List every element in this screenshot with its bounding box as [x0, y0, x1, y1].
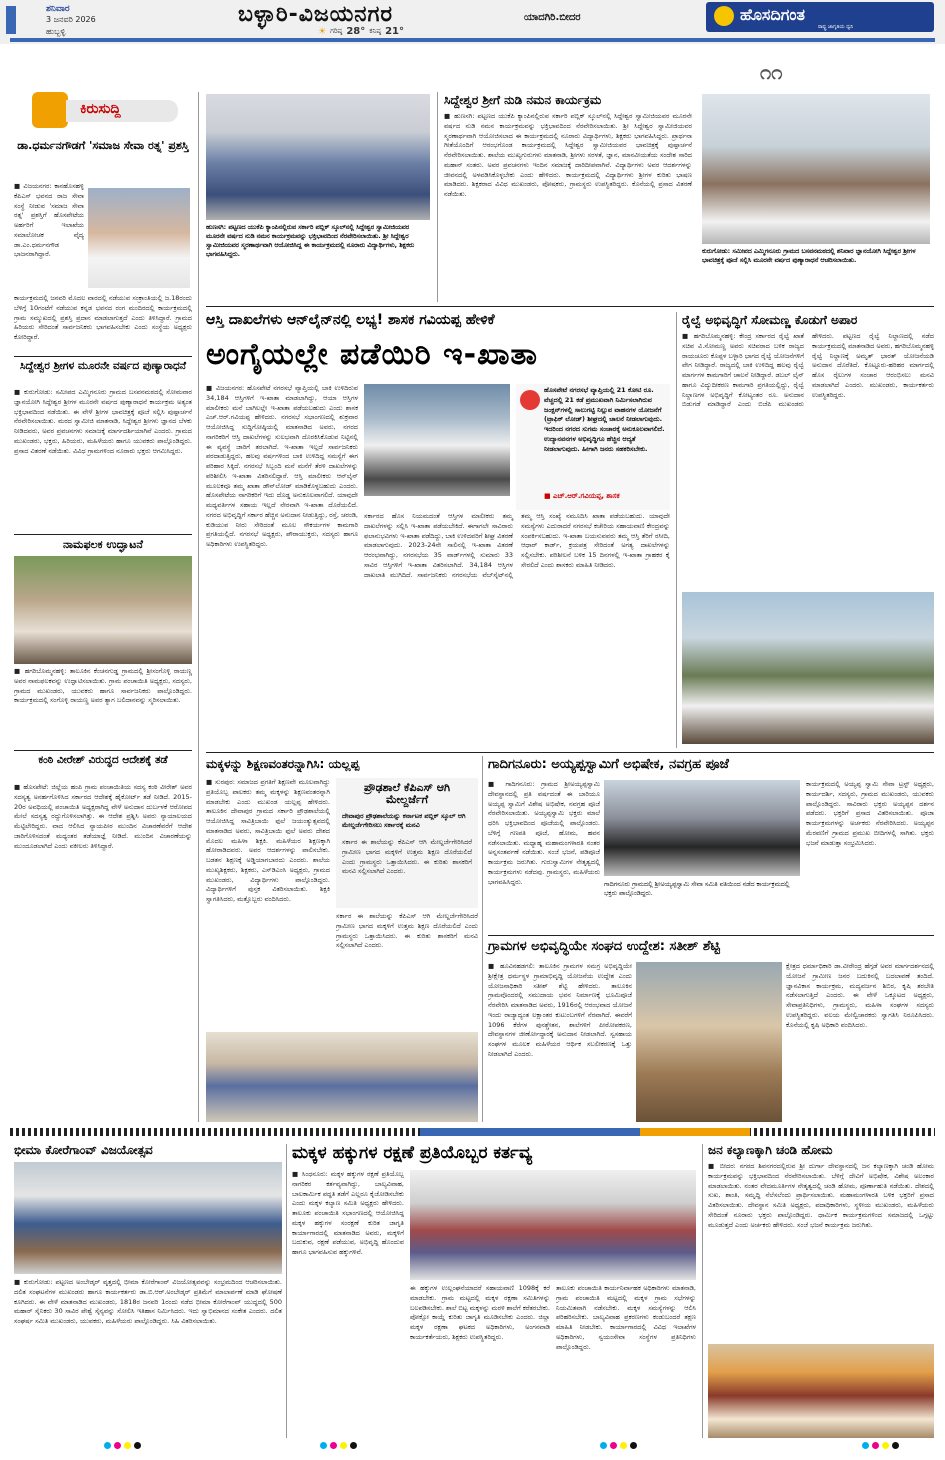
- bhima-photo: [14, 1162, 282, 1274]
- headline-nudi-namana: ಸಿದ್ದೇಶ್ವರ ಶ್ರೀಗೆ ನುಡಿ ನಮನ ಕಾರ್ಯಕ್ರಮ: [444, 93, 602, 107]
- headline-sangha: ಗ್ರಾಮಗಳ ಅಭಿವೃದ್ಧಿಯೇ ಸಂಘದ ಉದ್ದೇಶ: ಸತೀಶ್ ಶೆಟ್ಟಿ: [488, 939, 720, 954]
- body-nudi-namana: ■ ಹುಣಸಗಿ: ಪಟ್ಟಣದ ಯುಕೆಪಿ ಕ್ಯಾಂಪಿನಲ್ಲಿರುವ ಸರ್ಕಾರಿ ಪಬ್ಲಿಕ್ ಸ್ಕೂಲ್‌ನಲ್ಲಿ ಸಿದ್ದೇಶ್ವರ ಸ್ವಾಮೀಜಿಯವರ ಮೂರನೇ ವರ್ಷದ ನುಡಿ ನಮನ ಕಾರ್ಯಕ್ರಮವನ್ನು ಭಕ್ತಿಭಾವದಿಂದ ನೆರವೇರಿಸಲಾಯಿತು. ಶ್ರೀ ಸಿದ್ದೇಶ್ವರ ಸ್ವಾಮೀಜಿಯವರ ಸ್ಮರಣಾರ್ಥವಾಗಿ ಆಯೋಜಿಸಲಾದ ಈ ಕಾರ್ಯಕ್ರಮದಲ್ಲಿ ನೂರಾರು ವಿದ್ಯಾರ್ಥಿಗಳು, ಶಿಕ್ಷಕರು ಭಾಗವಹಿಸಿದ್ದರು. ಪ್ರಾರ್ಥನಾ ಗೀತೆಯೊಂದಿಗೆ ಆರಂಭಗೊಂಡ ಕಾರ್ಯಕ್ರಮದಲ್ಲಿ ಸಿದ್ದೇಶ್ವರ ಸ್ವಾಮೀಜಿಯವರ ಭಾವಚಿತ್ರಕ್ಕೆ ಪುಷ್ಪಾರ್ಚನೆ ನೆರವೇರಿಸಲಾಯಿತು. ಶಾಲೆಯ ಮುಖ್ಯಗುರುಗಳು ಮಾತನಾಡಿ, ಶ್ರೀಗಳು ಸರಳತೆ, ಜ್ಞಾನ, ಮಾನವೀಯತೆಯ ಸಂದೇಶ ಸಾರಿದ ಮಹಾನ್ ಸಂತರು. ಅವರ ಪ್ರವಚನಗಳು ಇಂದಿನ ಸಮಾಜಕ್ಕೆ ದಾರಿದೀಪವಾಗಿವೆ. ವಿದ್ಯಾರ್ಥಿಗಳು ಅವರ ಆದರ್ಶಗಳನ್ನು ಜೀವನದಲ್ಲಿ ಅಳವಡಿಸಿಕೊಳ್ಳಬೇಕು ಎಂದು ಹೇಳಿದರು. ಕಾರ್ಯಕ್ರಮದಲ್ಲಿ ವಿದ್ಯಾರ್ಥಿಗಳು ಶ್ರೀಗಳ ಕುರಿತು ಭಾಷಣ ಮಾಡಿದರು. ಶಿಕ್ಷಕರಾದ ವಿವಿಧ ಮುಖಂಡರು, ಪೋಷಕರು, ಗ್ರಾಮಸ್ಥರು ಉಪಸ್ಥಿತರಿದ್ದರು. ಕೊನೆಯಲ್ಲಿ ಪ್ರಸಾದ ವಿತರಣೆ ನಡೆಯಿತು.: [444, 112, 692, 198]
- weather: ☀ ಗರಿಷ್ಠ 28° ಕನಿಷ್ಠ 21°: [318, 26, 404, 37]
- body-yallappa: ■ ಸುರಪುರ: ಸಮಾಜದ ಪ್ರಗತಿಗೆ ಶಿಕ್ಷಣವೇ ಮೂಲವಾಗಿದ್ದು ಪ್ರತಿಯೊಬ್ಬ ಪಾಲಕರು ತಮ್ಮ ಮಕ್ಕಳನ್ನು ಶಿಕ್ಷಣವಂತರನ್ನಾಗಿ ಮಾಡಬೇಕು ಎಂದು ಮುಖಂಡ ಯಲ್ಲಪ್ಪ ಹೇಳಿದರು. ತಾಲೂಕಿನ ದೇವಾಪುರ ಗ್ರಾಮದ ಸರ್ಕಾರಿ ಪ್ರೌಢಶಾಲೆಯಲ್ಲಿ ಆಯೋಜಿಸಿದ್ದ ಸಾವಿತ್ರಿಬಾಯಿ ಫುಲೆ ಜಯಂತ್ಯುತ್ಸವದಲ್ಲಿ ಮಾತನಾಡಿದ ಅವರು, ಸಾವಿತ್ರಿಬಾಯಿ ಫುಲೆ ಅವರು ದೇಶದ ಮೊದಲ ಮಹಿಳಾ ಶಿಕ್ಷಕಿ. ಮಹಿಳೆಯರ ಶಿಕ್ಷಣಕ್ಕಾಗಿ ಹೋರಾಡಿದವರು. ಅವರ ಆದರ್ಶಗಳನ್ನು ಪಾಲಿಸಬೇಕು. ಬಡತನ ಶಿಕ್ಷಣಕ್ಕೆ ಅಡ್ಡಿಯಾಗಬಾರದು ಎಂದರು. ಶಾಲೆಯ ಮುಖ್ಯಶಿಕ್ಷಕರು, ಶಿಕ್ಷಕರು, ಎಸ್‌ಡಿಎಂಸಿ ಅಧ್ಯಕ್ಷರು, ಗ್ರಾಮದ ಮುಖಂಡರು, ವಿದ್ಯಾರ್ಥಿಗಳು ಪಾಲ್ಗೊಂಡಿದ್ದರು. ವಿದ್ಯಾರ್ಥಿಗಳಿಗೆ ಪುಸ್ತಕ ವಿತರಿಸಲಾಯಿತು. ಶಿಕ್ಷಕಿ ಸ್ವಾಗತಿಸಿದರು, ಮತ್ತೊಬ್ಬರು ವಂದಿಸಿದರು.: [206, 778, 330, 903]
- body-bhima: ■ ಕುರುಗೋಡು: ಪಟ್ಟಣದ ಅಂಬೇಡ್ಕರ್ ವೃತ್ತದಲ್ಲಿ ಭೀಮಾ ಕೋರೆಗಾಂವ್ ವಿಜಯೋತ್ಸವವನ್ನು ಸಂಭ್ರಮದಿಂದ ಆಚರಿಸಲಾಯಿತು. ದಲಿತ ಸಂಘಟನೆಗಳ ಮುಖಂಡರು ಹಾಗೂ ಕಾರ್ಯಕರ್ತರು ಡಾ.ಬಿ.ಆರ್.ಅಂಬೇಡ್ಕರ್ ಪ್ರತಿಮೆಗೆ ಮಾಲಾರ್ಪಣೆ ಮಾಡಿ ಘೋಷಣೆ ಕೂಗಿದರು. ಈ ವೇಳೆ ಮಾತನಾಡಿದ ಮುಖಂಡರು, 1818ರ ಜನವರಿ 1ರಂದು ನಡೆದ ಭೀಮಾ ಕೋರೆಗಾಂವ್ ಯುದ್ಧದಲ್ಲಿ 500 ಮಹಾರ್ ಸೈನಿಕರು 30 ಸಾವಿರ ಪೇಶ್ವೆ ಸೈನ್ಯವನ್ನು ಸೋಲಿಸಿ ಇತಿಹಾಸ ನಿರ್ಮಿಸಿದರು. ಇದು ಸ್ವಾಭಿಮಾನದ ಸಂಕೇತ ಎಂದರು. ದಲಿತ ಸಂಘರ್ಷ ಸಮಿತಿ ಮುಖಂಡರು, ಯುವಕರು, ಮಹಿಳೆಯರು ಪಾಲ್ಗೊಂಡಿದ್ದರು. ಸಿಹಿ ವಿತರಿಸಲಾಯಿತು.: [14, 1278, 282, 1325]
- railway-photo: [682, 592, 934, 744]
- weather-max: 28°: [346, 26, 366, 37]
- logo-emblem-icon: [714, 6, 734, 26]
- body-sangha: ■ ಹೂವಿನಹಡಗಲಿ: ತಾಲೂಕಿನ ಗ್ರಾಮಗಳ ಸಮಗ್ರ ಅಭಿವೃದ್ಧಿಯೇ ಶ್ರೀಕ್ಷೇತ್ರ ಧರ್ಮಸ್ಥಳ ಗ್ರಾಮಾಭಿವೃದ್ಧಿ ಯೋಜನೆಯ ಉದ್ದೇಶ ಎಂದು ಯೋಜನಾಧಿಕಾರಿ ಸತೀಶ್ ಶೆಟ್ಟಿ ಹೇಳಿದರು. ತಾಲೂಕಿನ ಗ್ರಾಮವೊಂದರಲ್ಲಿ ಸಮುದಾಯ ಭವನ ನಿರ್ಮಾಣಕ್ಕೆ ಭೂಮಿಪೂಜೆ ನೆರವೇರಿಸಿ ಮಾತನಾಡಿದ ಅವರು, 1916ರಲ್ಲಿ ಆರಂಭವಾದ ಯೋಜನೆ ಇಂದು ರಾಜ್ಯಾದ್ಯಂತ ಲಕ್ಷಾಂತರ ಕುಟುಂಬಗಳಿಗೆ ನೆರವಾಗಿದೆ. ಈವರೆಗೆ 1096 ಕೆರೆಗಳ ಪುನಶ್ಚೇತನ, ಶಾಲೆಗಳಿಗೆ ಪೀಠೋಪಕರಣ, ದೇವಸ್ಥಾನಗಳ ಜೀರ್ಣೋದ್ಧಾರಕ್ಕೆ ಅನುದಾನ ನೀಡಲಾಗಿದೆ. ಸ್ವಸಹಾಯ ಸಂಘಗಳ ಮೂಲಕ ಮಹಿಳೆಯರ ಆರ್ಥಿಕ ಸಬಲೀಕರಣಕ್ಕೆ ಒತ್ತು ನೀಡಲಾಗಿದೆ ಎಂದರು.: [488, 962, 632, 1058]
- masthead-day: ಶನಿವಾರ: [46, 4, 70, 14]
- masthead-accent-bar: [6, 6, 16, 34]
- quote-box: [516, 384, 670, 510]
- headline-namaphalaka: ನಾಮಫಲಕ ಉದ್ಘಾಟನೆ: [63, 538, 143, 551]
- quote-text: ಹೊಸಪೇಟೆ ನಗರಸಭೆ ವ್ಯಾಪ್ತಿಯಲ್ಲಿ 21 ಕೋಟಿ ರೂ. ವೆಚ್ಚದಲ್ಲಿ 21 ಕಡೆ ಪ್ರಮುಖವಾಗಿ ನಿರ್ಮಿಸಲಾಗಿರುವ ಜಂಕ್ಷನ್‌ಗಳಲ್ಲಿ ಸಾಲುಗಟ್ಟಿ ನಿಲ್ಲುವ ವಾಹನಗಳ ಯೋಜನೆಗೆ (ಟ್ರಾಫಿಕ್ ಲೋಡ್) ಶೀಘ್ರದಲ್ಲಿ ಚಾಲನೆ ನೀಡಲಾಗುವುದು. ಇದರಿಂದ ನಗರದ ಸುಗಮ ಸಂಚಾರಕ್ಕೆ ಅನುಕೂಲವಾಗಲಿದೆ. ಉದ್ಯಾನವನಗಳ ಅಭಿವೃದ್ಧಿಗೂ ಹೆಚ್ಚಿನ ಆದ್ಯತೆ ನೀಡಲಾಗುವುದು. ಹೀಗಾಗಿ ಜನರು ಸಹಕರಿಸಬೇಕು.: [544, 386, 665, 453]
- body-samaja-seva-b: ಕಾರ್ಯಕ್ರಮದಲ್ಲಿ ಜನವರಿ ಮೊದಲ ವಾರದಲ್ಲಿ ನಡೆಯುವ ಸಂಕ್ರಾಂತಿಯಲ್ಲಿ ಜ.18ರಂದು ಬೆಳಿಗ್ಗೆ 10ಗಂಟೆಗೆ ನಡೆಯುವ ಕನ್ನಡ ಭವನದ ರಂಗ ಮಂದಿರದಲ್ಲಿ ಕಾರ್ಯಕ್ರಮದಲ್ಲಿ ಗ್ರಾಮ ಸಮ್ಮುಖದಲ್ಲಿ ಪ್ರಶಸ್ತಿ ಪ್ರದಾನ ಮಾಡಲಾಗುತ್ತದೆ ಎಂದು ತಿಳಿಸಿದ್ದಾರೆ. ಗ್ರಾಮದ ಹಿರಿಯರು ಸೇರಿದಂತೆ ಸಾರ್ವಜನಿಕರು ಭಾಗವಹಿಸಬೇಕು ಎಂದು ಸಂಸ್ಥೆಯ ಅಧ್ಯಕ್ಷರು ಕೋರಿದ್ದಾರೆ.: [14, 294, 192, 341]
- body-child-rights-2: ಈ ಹಕ್ಕುಗಳ ಉಲ್ಲಂಘನೆಯಾದರೆ ಸಹಾಯವಾಣಿ 1098ಕ್ಕೆ ಕರೆ ಮಾಡಬೇಕು. ಗ್ರಾಮ ಮಟ್ಟದಲ್ಲಿ ಮಕ್ಕಳ ರಕ್ಷಣಾ ಸಮಿತಿಗಳನ್ನು ಬಲಪಡಿಸಬೇಕು. ಶಾಲೆ ಬಿಟ್ಟ ಮಕ್ಕಳನ್ನು ಮರಳಿ ಶಾಲೆಗೆ ಕರೆತರಬೇಕು. ಪೋಕ್ಸೋ ಕಾಯ್ದೆ ಕುರಿತು ಜಾಗೃತಿ ಮೂಡಿಸಬೇಕು ಎಂದರು. ಜಿಲ್ಲಾ ಮಕ್ಕಳ ರಕ್ಷಣಾ ಘಟಕದ ಅಧಿಕಾರಿಗಳು, ಅಂಗನವಾಡಿ ಕಾರ್ಯಕರ್ತೆಯರು, ಶಿಕ್ಷಕರು ಉಪಸ್ಥಿತರಿದ್ದರು.: [410, 1284, 550, 1341]
- section-subtitle: ಯಾದಗಿರಿ.ಬೀದರ: [524, 12, 581, 23]
- mla-photo: [364, 384, 510, 496]
- kps-box: [336, 778, 478, 908]
- paper-logo: ಹೊಸದಿಗಂತ ರಾಷ್ಟ್ರ ಜಾಗೃತಿಯ ಧ್ವನಿ: [706, 2, 934, 32]
- caption-mutt: ಕುರುಗೋಡು: ಸಮೀಪದ ಎಮ್ಮಿಗನೂರು ಗ್ರಾಮದ ಬಸವನಮಠದಲ್ಲಿ ಶನಿವಾರ ಜ್ಞಾನಯೋಗಿ ಸಿದ್ದೇಶ್ವರ ಶ್ರೀಗಳ ಭಾವಚಿತ್ರಕ್ಕೆ ಪೂಜೆ ಸಲ್ಲಿಸಿ ಮೂರನೇ ವರ್ಷದ ಪುಣ್ಯಾರಾಧನೆ ಆಚರಿಸಲಾಯಿತು.: [702, 248, 916, 265]
- child-rights-photo: [410, 1170, 696, 1280]
- body-samaja-seva-a: ■ ವಿಜಯನಗರ: ಕಾನಹೊಸಹಳ್ಳಿ ಕೆಪಿಎಸ್ ಭವನದ ರಾಜ ಸೇವಾ ಸಂಸ್ಥೆ ನೀಡುವ 'ಸಮಾಜ ಸೇವಾ ರತ್ನ' ಪ್ರಶಸ್ತಿಗೆ ಹೊಸಪೇಟೆಯ ಅರ್ಹರಿಗೆ ಇಲಾಖೆಯ ಸಮಾಲೋಚಕ ವೈದ್ಯ ಡಾ.ಎಂ.ಧರ್ಮನಗೌಡ ಭಾಜನರಾಗಿದ್ದಾರೆ.: [14, 182, 84, 259]
- hand-icon: [32, 92, 68, 128]
- headline-e-khata: ಅಂಗೈಯಲ್ಲೇ ಪಡೆಯಿರಿ ಇ-ಖಾತಾ: [206, 337, 538, 372]
- school-photo: [206, 94, 430, 220]
- headline-siddeshwar-punyaradhane: ಸಿದ್ದೇಶ್ವರ ಶ್ರೀಗಳ ಮೂರನೇ ವರ್ಷದ ಪುಣ್ಯಾರಾಧನೆ: [19, 360, 187, 372]
- body-child-rights-1: ■ ಸಿಂಧನೂರು: ಮಕ್ಕಳ ಹಕ್ಕುಗಳ ರಕ್ಷಣೆ ಪ್ರತಿಯೊಬ್ಬ ನಾಗರಿಕರ ಕರ್ತವ್ಯವಾಗಿದ್ದು, ಬಾಲ್ಯವಿವಾಹ, ಬಾಲಕಾರ್ಮಿಕ ಪದ್ಧತಿ ತಡೆಗೆ ಎಲ್ಲರೂ ಕೈಜೋಡಿಸಬೇಕು ಎಂದು ಮಕ್ಕಳ ಕಲ್ಯಾಣ ಸಮಿತಿ ಅಧ್ಯಕ್ಷರು ಹೇಳಿದರು. ತಾಲೂಕು ಪಂಚಾಯಿತಿ ಸಭಾಂಗಣದಲ್ಲಿ ಆಯೋಜಿಸಿದ್ದ ಮಕ್ಕಳ ಹಕ್ಕುಗಳ ಸಂರಕ್ಷಣೆ ಕುರಿತ ಜಾಗೃತಿ ಕಾರ್ಯಾಗಾರದಲ್ಲಿ ಮಾತನಾಡಿದ ಅವರು, ಮಕ್ಕಳಿಗೆ ಬದುಕುವ, ರಕ್ಷಣೆ ಪಡೆಯುವ, ಅಭಿವೃದ್ಧಿ ಹೊಂದುವ ಹಾಗೂ ಭಾಗವಹಿಸುವ ಹಕ್ಕುಗಳಿವೆ.: [292, 1170, 404, 1256]
- headline-child-rights: ಮಕ್ಕಳ ಹಕ್ಕುಗಳ ರಕ್ಷಣೆ ಪ್ರತಿಯೊಬ್ಬರ ಕರ್ತವ್ಯ: [292, 1143, 533, 1163]
- caption-ayyappa: ಗಾದಿಗನೂರು ಗ್ರಾಮದಲ್ಲಿ ಶ್ರೀಅಯ್ಯಪ್ಪಸ್ವಾಮಿ ಸೇವಾ ಸಮಿತಿ ವತಿಯಿಂದ ನಡೆದ ಕಾರ್ಯಕ್ರಮದಲ್ಲಿ ಭಕ್ತರು ಪಾಲ್ಗೊಂಡಿದ್ದರು.: [604, 881, 790, 898]
- body-chandi-homa: ■ ಬೀದರ: ನಗರದ ಶಿವನಗರದಲ್ಲಿರುವ ಶ್ರೀ ದುರ್ಗಾ ದೇವಸ್ಥಾನದಲ್ಲಿ ಜನ ಕಲ್ಯಾಣಕ್ಕಾಗಿ ಚಂಡಿ ಹೋಮ ಕಾರ್ಯಕ್ರಮವನ್ನು ಭಕ್ತಿಭಾವದಿಂದ ನೆರವೇರಿಸಲಾಯಿತು. ಬೆಳಿಗ್ಗೆ ದೇವಿಗೆ ಅಭಿಷೇಕ, ವಿಶೇಷ ಅಲಂಕಾರ ಮಾಡಲಾಯಿತು. ನಂತರ ವೇದಮೂರ್ತಿಗಳ ನೇತೃತ್ವದಲ್ಲಿ ಚಂಡಿ ಹೋಮ, ಪೂರ್ಣಾಹುತಿ ನಡೆಯಿತು. ದೇಶದಲ್ಲಿ ಸುಖ, ಶಾಂತಿ, ಸಮೃದ್ಧಿ ನೆಲೆಸಲೆಂದು ಪ್ರಾರ್ಥಿಸಲಾಯಿತು. ಮಹಾಮಂಗಳಾರತಿ ಬಳಿಕ ಭಕ್ತರಿಗೆ ಪ್ರಸಾದ ವಿತರಿಸಲಾಯಿತು. ದೇವಸ್ಥಾನ ಸಮಿತಿ ಅಧ್ಯಕ್ಷರು, ಪದಾಧಿಕಾರಿಗಳು, ಸ್ಥಳೀಯ ಮುಖಂಡರು, ಮಹಿಳೆಯರು ಸೇರಿದಂತೆ ನೂರಾರು ಭಕ್ತರು ಪಾಲ್ಗೊಂಡಿದ್ದರು. ಧಾರ್ಮಿಕ ಕಾರ್ಯಕ್ರಮಗಳಿಂದ ಸಮಾಜದಲ್ಲಿ ಒಗ್ಗಟ್ಟು ಮೂಡುತ್ತದೆ ಎಂದು ಅರ್ಚಕರು ಹೇಳಿದರು. ಸಂಜೆ ಭಜನೆ ಕಾರ್ಯಕ್ರಮ ಜರುಗಿತು.: [708, 1162, 934, 1229]
- body-kps: ಸರ್ಕಾರ ಈ ಶಾಲೆಯನ್ನು ಕೆಪಿಎಸ್ ಆಗಿ ಮೇಲ್ದರ್ಜೆಗೇರಿಸಿದರೆ ಗ್ರಾಮೀಣ ಭಾಗದ ಮಕ್ಕಳಿಗೆ ಉತ್ತಮ ಶಿಕ್ಷಣ ದೊರೆಯಲಿದೆ ಎಂದು ಗ್ರಾಮಸ್ಥರು ಒತ್ತಾಯಿಸಿದರು. ಈ ಕುರಿತು ಶಾಸಕರಿಗೆ ಮನವಿ ಸಲ್ಲಿಸಲಾಗಿದೆ ಎಂದರು.: [342, 838, 472, 876]
- mutt-photo: [702, 94, 930, 244]
- headline-bhima: ಭೀಮಾ ಕೋರೆಗಾಂವ್ ವಿಜಯೋತ್ಸವ: [14, 1143, 153, 1157]
- body-siddeshwar-punyaradhane: ■ ಕುರುಗೋಡು: ಸಮೀಪದ ಎಮ್ಮಿಗನೂರು ಗ್ರಾಮದ ಬಸವನಮಠದಲ್ಲಿ ಸೋಮವಾರ ಜ್ಞಾನಯೋಗಿ ಸಿದ್ದೇಶ್ವರ ಶ್ರೀಗಳ ಮೂರನೇ ವರ್ಷದ ಪುಣ್ಯಾರಾಧನೆ ಕಾರ್ಯಕ್ರಮ ಅತ್ಯಂತ ಭಕ್ತಿಭಾವದಿಂದ ನಡೆಯಿತು. ಈ ವೇಳೆ ಶ್ರೀಗಳ ಭಾವಚಿತ್ರಕ್ಕೆ ಪೂಜೆ ಸಲ್ಲಿಸಿ ಪುಷ್ಪಾರ್ಚನೆ ನೆರವೇರಿಸಲಾಯಿತು. ಮಠದ ಸ್ವಾಮೀಜಿ ಮಾತನಾಡಿ, ಸಿದ್ದೇಶ್ವರ ಶ್ರೀಗಳು ಜ್ಞಾನದ ಬೆಳಕು ನೀಡಿದವರು, ಅವರ ಪ್ರವಚನಗಳು ಸಮಾಜಕ್ಕೆ ಮಾರ್ಗದರ್ಶಿಯಾಗಿವೆ ಎಂದರು. ಗ್ರಾಮದ ಮುಖಂಡರು, ಭಕ್ತರು, ಹಿರಿಯರು, ಮಹಿಳೆಯರು ಹಾಗೂ ಯುವಕರು ಪಾಲ್ಗೊಂಡಿದ್ದರು. ಪ್ರಸಾದ ವಿತರಣೆ ನಡೆಯಿತು. ವಿವಿಧ ಗ್ರಾಮಗಳಿಂದ ನೂರಾರು ಭಕ್ತರು ಆಗಮಿಸಿದ್ದರು.: [14, 388, 192, 455]
- sangha-photo: [636, 962, 782, 1122]
- registration-marks-mid-left: [320, 1442, 357, 1449]
- weather-min: 21°: [385, 26, 404, 37]
- page-number: ೧೧: [760, 60, 783, 84]
- kirusuddi-header: ಕಿರುಸುದ್ದಿ: [10, 92, 192, 132]
- headline-chandi-homa: ಜನ ಕಲ್ಯಾಣಕ್ಕಾಗಿ ಚಂಡಿ ಹೋಮ: [708, 1143, 833, 1157]
- headline-railway: ರೈಲ್ವೆ ಅಭಿವೃದ್ಧಿಗೆ ಸೋಮಣ್ಣ ಕೊಡುಗೆ ಅಪಾರ: [682, 313, 858, 327]
- body-child-rights-3: ತಾಲೂಕು ಪಂಚಾಯಿತಿ ಕಾರ್ಯನಿರ್ವಾಹಕ ಅಧಿಕಾರಿಗಳು ಮಾತನಾಡಿ, ಗ್ರಾಮ ಪಂಚಾಯಿತಿ ಮಟ್ಟದಲ್ಲಿ ಮಕ್ಕಳ ಗ್ರಾಮ ಸಭೆಗಳನ್ನು ನಿಯಮಿತವಾಗಿ ನಡೆಸಬೇಕು. ಮಕ್ಕಳ ಸಮಸ್ಯೆಗಳನ್ನು ಆಲಿಸಿ ಪರಿಹರಿಸಬೇಕು. ಬಾಲ್ಯವಿವಾಹ ಪ್ರಕರಣಗಳು ಕಂಡುಬಂದರೆ ತಕ್ಷಣ ಮಾಹಿತಿ ನೀಡಬೇಕು. ಕಾರ್ಯಾಗಾರದಲ್ಲಿ ವಿವಿಧ ಇಲಾಖೆಗಳ ಅಧಿಕಾರಿಗಳು, ಸ್ವಯಂಸೇವಾ ಸಂಸ್ಥೆಗಳ ಪ್ರತಿನಿಧಿಗಳು ಪಾಲ್ಗೊಂಡಿದ್ದರು.: [556, 1284, 696, 1351]
- quote-icon: [520, 390, 540, 410]
- headline-kps: ಪ್ರೌಢಶಾಲೆ ಕೆಪಿಎಸ್ ಆಗಿ ಮೇಲ್ದರ್ಜೆಗೆ: [364, 781, 450, 807]
- headline-ayyappa: ಗಾದಿಗನೂರು: ಅಯ್ಯಪ್ಪಸ್ವಾಮಿಗೆ ಅಭಿಷೇಕ, ನವಗ್ರಹ ಪೂಜೆ: [488, 757, 729, 772]
- registration-marks-left: [104, 1442, 141, 1449]
- sun-icon: ☀: [318, 26, 327, 37]
- quote-attribution: ■ ಎಚ್.ಆರ್.ಗವಿಯಪ್ಪ, ಶಾಸಕ: [544, 492, 620, 500]
- masthead-date: 3 ಜನವರಿ 2026: [46, 15, 96, 24]
- body-ayyappa-2: ಕಾರ್ಯಕ್ರಮದಲ್ಲಿ ಅಯ್ಯಪ್ಪ ಸ್ವಾಮಿ ಸೇವಾ ಟ್ರಸ್ಟ್ ಅಧ್ಯಕ್ಷರು, ಕಾರ್ಯದರ್ಶಿ, ಸದಸ್ಯರು, ಗ್ರಾಮದ ಮುಖಂಡರು, ಯುವಕರು ಪಾಲ್ಗೊಂಡಿದ್ದರು. ಸಾವಿರಾರು ಭಕ್ತರು ಅಯ್ಯಪ್ಪನ ದರ್ಶನ ಪಡೆದರು. ಭಕ್ತರಿಗೆ ಪ್ರಸಾದ ವಿತರಿಸಲಾಯಿತು. ಪೂಜಾ ಕಾರ್ಯಕ್ರಮಗಳನ್ನು ಅರ್ಚಕರು ನೆರವೇರಿಸಿದರು. ಅಯ್ಯಪ್ಪನ ಮೆರವಣಿಗೆ ಗ್ರಾಮದ ಪ್ರಮುಖ ಬೀದಿಗಳಲ್ಲಿ ಸಾಗಿತು. ಭಕ್ತರು ಭಜನೆ ಮಾಡುತ್ತಾ ಸಂಭ್ರಮಿಸಿದರು.: [806, 780, 934, 847]
- body-e-khata-2: ಸರ್ಕಾರದ ಹೊಸ ನಿಯಮದಂತೆ ಆಸ್ತಿಗಳ ಮಾಲೀಕರು ತಮ್ಮ ದಾಖಲೆಗಳನ್ನು ಸಲ್ಲಿಸಿ ಇ-ಖಾತಾ ಪಡೆಯಬೇಕಿದೆ. ಈಗಾಗಲೇ ಸಾವಿರಾರು ಫಲಾನುಭವಿಗಳು ಇ-ಖಾತಾ ಪಡೆದಿದ್ದು, ಬಾಕಿ ಉಳಿದವರಿಗೆ ಶೀಘ್ರ ವಿತರಣೆ ಮಾಡಲಾಗುವುದು. 2023-24ನೇ ಸಾಲಿನಲ್ಲಿ ಇ-ಖಾತಾ ವಿತರಣೆ ಆರಂಭವಾಗಿದ್ದು, ನಗರಸಭೆಯ 35 ವಾರ್ಡ್‌ಗಳಲ್ಲಿ ಸುಮಾರು 33 ಸಾವಿರ ಆಸ್ತಿಗಳಿಗೆ ಇ-ಖಾತಾ ವಿತರಿಸಲಾಗಿದೆ. 34,184 ಆಸ್ತಿಗಳ ದಾಖಲಾತಿ ಮುಗಿದಿದೆ. ಸಾರ್ವಜನಿಕರು ನಗರಸಭೆಯ ವೆಬ್‌ಸೈಟ್‌ನಲ್ಲಿ ತಮ್ಮ ಆಸ್ತಿ ಸಂಖ್ಯೆ ನಮೂದಿಸಿ ಖಾತಾ ಪಡೆಯಬಹುದು. ಯಾವುದೇ ಸಮಸ್ಯೆಗಳು ಎದುರಾದರೆ ನಗರಸಭೆ ಕಚೇರಿಯ ಸಹಾಯವಾಣಿ ಕೇಂದ್ರವನ್ನು ಸಂಪರ್ಕಿಸಬಹುದು. ಇ-ಖಾತಾ ಬಯಸುವವರು ತಮ್ಮ ಆಸ್ತಿ ತೆರಿಗೆ ರಸೀದಿ, ಆಧಾರ್ ಕಾರ್ಡ್, ಕ್ರಯಪತ್ರ ಸೇರಿದಂತೆ ಅಗತ್ಯ ದಾಖಲೆಗಳನ್ನು ಸಲ್ಲಿಸಬೇಕು. ಪರಿಶೀಲನೆ ಬಳಿಕ 15 ದಿನಗಳಲ್ಲಿ ಇ-ಖಾತಾ ಗ್ರಾಹಕರ ಕೈ ಸೇರಲಿದೆ ಎಂದು ಶಾಸಕರು ಮಾಹಿತಿ ನೀಡಿದರು.: [364, 512, 670, 579]
- headline-samaja-seva: ಡಾ.ಧರ್ಮನಗೌಡಗೆ 'ಸಮಾಜ ಸೇವಾ ರತ್ನ' ಪ್ರಶಸ್ತಿ: [17, 139, 189, 152]
- body-namaphalaka: ■ ಹಗರಿಬೊಮ್ಮನಹಳ್ಳಿ: ತಾಲೂಕಿನ ಕೆಂಚನಗುಡ್ಡ ಗ್ರಾಮದಲ್ಲಿ ಶ್ರೀಸಂಗೊಳ್ಳಿ ರಾಯಣ್ಣ ಅವರ ನಾಮಫಲಕವನ್ನು ಉದ್ಘಾಟಿಸಲಾಯಿತು. ಗ್ರಾಮ ಪಂಚಾಯಿತಿ ಅಧ್ಯಕ್ಷರು, ಸದಸ್ಯರು, ಗ್ರಾಮದ ಮುಖಂಡರು, ಯುವಕರು ಹಾಗೂ ಸಾರ್ವಜನಿಕರು ಪಾಲ್ಗೊಂಡಿದ್ದರು. ಕಾರ್ಯಕ್ರಮದಲ್ಲಿ ಸಂಗೊಳ್ಳಿ ರಾಯಣ್ಣ ಅವರ ತ್ಯಾಗ ಬಲಿದಾನವನ್ನು ಸ್ಮರಿಸಲಾಯಿತು.: [14, 667, 192, 705]
- body-sangha-2: ಕ್ಷೇತ್ರದ ಧರ್ಮಾಧಿಕಾರಿ ಡಾ.ವೀರೇಂದ್ರ ಹೆಗ್ಗಡೆ ಅವರ ಮಾರ್ಗದರ್ಶನದಲ್ಲಿ ಯೋಜನೆ ಗ್ರಾಮೀಣ ಜನರ ಬದುಕಿನಲ್ಲಿ ಬದಲಾವಣೆ ತಂದಿದೆ. ಜ್ಞಾನವಿಕಾಸ ಕಾರ್ಯಕ್ರಮ, ಮದ್ಯವರ್ಜನ ಶಿಬಿರ, ಕೃಷಿ ತರಬೇತಿ ನಡೆಸಲಾಗುತ್ತಿದೆ ಎಂದರು. ಈ ವೇಳೆ ಒಕ್ಕೂಟದ ಅಧ್ಯಕ್ಷರು, ಸೇವಾಪ್ರತಿನಿಧಿಗಳು, ಗ್ರಾಮಸ್ಥರು, ಮಹಿಳಾ ಸಂಘಗಳ ಸದಸ್ಯರು ಉಪಸ್ಥಿತರಿದ್ದರು. ವಲಯ ಮೇಲ್ವಿಚಾರಕರು ಸ್ವಾಗತಿಸಿ ನಿರೂಪಿಸಿದರು. ಕೊನೆಯಲ್ಲಿ ಕೃಷಿ ಅಧಿಕಾರಿ ವಂದಿಸಿದರು.: [786, 962, 934, 1029]
- kicker-e-khata: ಆಸ್ತಿ ದಾಖಲೆಗಳು ಆನ್‌ಲೈನ್‌ನಲ್ಲಿ ಲಭ್ಯ! ಶಾಸಕ ಗವಿಯಪ್ಪ ಹೇಳಿಕೆ: [206, 312, 495, 328]
- section-title: ಬಳ್ಳಾರಿ-ವಿಜಯನಗರ: [238, 2, 394, 27]
- body-e-khata-1: ■ ವಿಜಯನಗರ: ಹೊಸಪೇಟೆ ನಗರಸಭೆ ವ್ಯಾಪ್ತಿಯಲ್ಲಿ ಬಾಕಿ ಉಳಿದಿರುವ 34,184 ಆಸ್ತಿಗಳಿಗೆ ಇ-ಖಾತಾ ಮಾಡಲಾಗಿದ್ದು, ಆಯಾ ಆಸ್ತಿಗಳ ಮಾಲೀಕರು ಮನೆ ಬಾಗಿಲಲ್ಲೇ ಇ-ಖಾತಾ ಪಡೆಯಬಹುದು ಎಂದು ಶಾಸಕ ಎಚ್.ಆರ್.ಗವಿಯಪ್ಪ ಹೇಳಿದರು. ನಗರಸಭೆ ಸಭಾಂಗಣದಲ್ಲಿ ಶುಕ್ರವಾರ ಆಯೋಜಿಸಿದ್ದ ಸುದ್ದಿಗೋಷ್ಠಿಯಲ್ಲಿ ಮಾತನಾಡಿದ ಅವರು, ನಗರದ ನಾಗರಿಕರಿಗೆ ಆಸ್ತಿ ದಾಖಲೆಗಳನ್ನು ಸುಲಭವಾಗಿ ದೊರಕಿಸಿಕೊಡುವ ನಿಟ್ಟಿನಲ್ಲಿ ಈ ವ್ಯವಸ್ಥೆ ಜಾರಿಗೆ ತರಲಾಗಿದೆ. ಇ-ಖಾತಾ ಇಲ್ಲದೆ ಸಾರ್ವಜನಿಕರು ಪರದಾಡುತ್ತಿದ್ದರು, ಹಲವು ವರ್ಷಗಳಿಂದ ಬಾಕಿ ಉಳಿದಿದ್ದ ಸಮಸ್ಯೆಗೆ ಈಗ ಪರಿಹಾರ ಸಿಕ್ಕಿದೆ. ನಗರಸಭೆ ಸಿಬ್ಬಂದಿ ಮನೆ ಮನೆಗೆ ತೆರಳಿ ದಾಖಲೆಗಳನ್ನು ಪರಿಶೀಲಿಸಿ ಇ-ಖಾತಾ ವಿತರಿಸಲಿದ್ದಾರೆ. ಆಸ್ತಿ ಮಾಲೀಕರು ಆನ್‌ಲೈನ್ ಮೂಲಕವೂ ತಮ್ಮ ಖಾತಾ ಡೌನ್‌ಲೋಡ್ ಮಾಡಿಕೊಳ್ಳಬಹುದು ಎಂದರು. ಹೊಸಪೇಟೆಯ ನಾಗರಿಕರಿಗೆ ಇದು ದೊಡ್ಡ ಅನುಕೂಲವಾಗಲಿದೆ. ಯಾವುದೇ ಮಧ್ಯವರ್ತಿಗಳ ಸಹಾಯ ಇಲ್ಲದೆ ನೇರವಾಗಿ ಇ-ಖಾತಾ ದೊರೆಯಲಿದೆ. ನಗರದ ಅಭಿವೃದ್ಧಿಗೆ ಸರ್ಕಾರ ಹೆಚ್ಚಿನ ಅನುದಾನ ನೀಡುತ್ತಿದ್ದು, ರಸ್ತೆ, ಚರಂಡಿ, ಕುಡಿಯುವ ನೀರು ಸೇರಿದಂತೆ ಮೂಲ ಸೌಕರ್ಯಗಳ ಕಾಮಗಾರಿ ಪ್ರಗತಿಯಲ್ಲಿದೆ. ನಗರಸಭೆ ಅಧ್ಯಕ್ಷರು, ಪೌರಾಯುಕ್ತರು, ಸದಸ್ಯರು ಹಾಗೂ ಅಧಿಕಾರಿಗಳು ಉಪಸ್ಥಿತರಿದ್ದರು.: [206, 384, 358, 548]
- kps-subtitle: ದೇವಾಪುರ ಪ್ರೌಢಶಾಲೆಯನ್ನು ಕರ್ನಾಟಕ ಪಬ್ಲಿಕ್ ಸ್ಕೂಲ್ ಆಗಿ ಮೇಲ್ದರ್ಜೆಗೇರಿಸಲು ಸರ್ಕಾರಕ್ಕೆ ಮನವಿ: [342, 812, 466, 830]
- portrait-photo: [88, 188, 190, 288]
- body-ayyappa: ■ ಗಾದಿಗನೂರು: ಗ್ರಾಮದ ಶ್ರೀಅಯ್ಯಪ್ಪಸ್ವಾಮಿ ದೇವಸ್ಥಾನದಲ್ಲಿ ಪ್ರತಿ ವರ್ಷದಂತೆ ಈ ಬಾರಿಯೂ ಅಯ್ಯಪ್ಪ ಸ್ವಾಮಿಗೆ ವಿಶೇಷ ಅಭಿಷೇಕ, ನವಗ್ರಹ ಪೂಜೆ ನೆರವೇರಿಸಲಾಯಿತು. ಅಯ್ಯಪ್ಪಸ್ವಾಮಿ ಭಕ್ತರು ಮಾಲೆ ಧರಿಸಿ ಭಕ್ತಿಭಾವದಿಂದ ಪೂಜೆಯಲ್ಲಿ ಪಾಲ್ಗೊಂಡರು. ಬೆಳಿಗ್ಗೆ ಗಣಪತಿ ಪೂಜೆ, ಹೋಮ, ಹವನ ನಡೆಸಲಾಯಿತು. ಮಧ್ಯಾಹ್ನ ಮಹಾಮಂಗಳಾರತಿ ನಂತರ ಅನ್ನಸಂತರ್ಪಣೆ ನಡೆಯಿತು. ಸಂಜೆ ಭಜನೆ, ಪಡಿಪೂಜೆ ಕಾರ್ಯಕ್ರಮ ಜರುಗಿತು. ಗುರುಸ್ವಾಮಿಗಳ ನೇತೃತ್ವದಲ್ಲಿ ಕಾರ್ಯಕ್ರಮಗಳು ನಡೆದವು. ಗ್ರಾಮಸ್ಥರು, ಮಹಿಳೆಯರು ಭಾಗವಹಿಸಿದ್ದರು.: [488, 780, 600, 886]
- headline-yallappa: ಮಕ್ಕಳನ್ನು ಶಿಕ್ಷಣವಂತರನ್ನಾಗಿಸಿ: ಯಲ್ಲಪ್ಪ: [206, 757, 360, 771]
- masthead-rule: [10, 38, 935, 42]
- chandi-homa-photo: [708, 1344, 934, 1438]
- body-kps-extra: ಸರ್ಕಾರ ಈ ಶಾಲೆಯನ್ನು ಕೆಪಿಎಸ್ ಆಗಿ ಮೇಲ್ದರ್ಜೆಗೇರಿಸಿದರೆ ಗ್ರಾಮೀಣ ಭಾಗದ ಮಕ್ಕಳಿಗೆ ಉತ್ತಮ ಶಿಕ್ಷಣ ದೊರೆಯಲಿದೆ ಎಂದು ಗ್ರಾಮಸ್ಥರು ಒತ್ತಾಯಿಸಿದರು. ಈ ಕುರಿತು ಶಾಸಕರಿಗೆ ಮನವಿ ಸಲ್ಲಿಸಲಾಗಿದೆ ಎಂದರು.: [336, 912, 478, 950]
- registration-marks-mid-right: [600, 1442, 637, 1449]
- masthead-city: ಹುಬ್ಬಳ್ಳಿ: [46, 27, 66, 36]
- headline-kanthi-veeresh: ಕಂಠಿ ವೀರೇಶ್ ವಿರುದ್ಧದ ಆದೇಶಕ್ಕೆ ತಡೆ: [38, 754, 168, 766]
- caption-school: ಹುಣಸಗಿ: ಪಟ್ಟಣದ ಯುಕೆಪಿ ಕ್ಯಾಂಪಿನಲ್ಲಿರುವ ಸರ್ಕಾರಿ ಪಬ್ಲಿಕ್ ಸ್ಕೂಲ್‌ನಲ್ಲಿ ಸಿದ್ದೇಶ್ವರ ಸ್ವಾಮೀಜಿಯವರ ಮೂರನೇ ವರ್ಷದ ನುಡಿ ನಮನ ಕಾರ್ಯಕ್ರಮವನ್ನು ಭಕ್ತಿಭಾವದಿಂದ ನೆರವೇರಿಸಲಾಯಿತು. ಶ್ರೀ ಸಿದ್ದೇಶ್ವರ ಸ್ವಾಮೀಜಿಯವರ ಸ್ಮರಣಾರ್ಥವಾಗಿ ಆಯೋಜಿಸಿದ್ದ ಈ ಕಾರ್ಯಕ್ರಮದಲ್ಲಿ ನೂರಾರು ವಿದ್ಯಾರ್ಥಿಗಳು, ಶಿಕ್ಷಕರು ಭಾಗವಹಿಸಿದ್ದರು.: [206, 224, 415, 259]
- body-railway: ■ ಹಗರಿಬೊಮ್ಮನಹಳ್ಳಿ: ಕೇಂದ್ರ ಸರ್ಕಾರದ ರೈಲ್ವೆ ಖಾತೆ ಸಚಿವ ವಿ.ಸೋಮಣ್ಣ ಅವರು ಸಚಿವರಾದ ಬಳಿಕ ರಾಜ್ಯದ ರಾಯಚೂರು ಕೊಪ್ಪಳ ಬಳ್ಳಾರಿ ಭಾಗದ ರೈಲ್ವೆ ಯೋಜನೆಗಳಿಗೆ ವೇಗ ನೀಡಿದ್ದಾರೆ. ರಾಜ್ಯದಲ್ಲಿ ಬಾಕಿ ಉಳಿದಿದ್ದ ಹಲವು ರೈಲ್ವೆ ಮಾರ್ಗಗಳ ಕಾಮಗಾರಿಗೆ ಚಾಲನೆ ನೀಡಿದ್ದಾರೆ. ಡಬಲ್ ಲೈನ್ ಹಾಗೂ ವಿದ್ಯುದೀಕರಣ ಕಾಮಗಾರಿ ಪ್ರಗತಿಯಲ್ಲಿದ್ದು, ರೈಲ್ವೆ ನಿಲ್ದಾಣಗಳ ಅಭಿವೃದ್ಧಿಗೆ ಕೋಟ್ಯಂತರ ರೂ. ಅನುದಾನ ಬಿಡುಗಡೆ ಮಾಡಿದ್ದಾರೆ ಎಂದು ಬಿಜೆಪಿ ಮುಖಂಡರು ಹೇಳಿದರು. ಪಟ್ಟಣದ ರೈಲ್ವೆ ನಿಲ್ದಾಣದಲ್ಲಿ ನಡೆದ ಕಾರ್ಯಕ್ರಮದಲ್ಲಿ ಮಾತನಾಡಿದ ಅವರು, ಹಗರಿಬೊಮ್ಮನಹಳ್ಳಿ ರೈಲ್ವೆ ನಿಲ್ದಾಣಕ್ಕೆ ಅಮೃತ್ ಭಾರತ್ ಯೋಜನೆಯಡಿ ಅನುದಾನ ದೊರೆತಿದೆ. ಕೊಟ್ಟೂರು-ಹರಿಹರ ಮಾರ್ಗದಲ್ಲಿ ಹೊಸ ರೈಲುಗಳ ಸಂಚಾರ ಆರಂಭಿಸಲು ಮನವಿ ಮಾಡಲಾಗಿದೆ ಎಂದರು. ಮುಖಂಡರು, ಕಾರ್ಯಕರ್ತರು ಉಪಸ್ಥಿತರಿದ್ದರು.: [682, 332, 934, 409]
- yallappa-photo: [206, 1032, 478, 1122]
- registration-marks-right: [862, 1442, 899, 1449]
- body-kanthi-veeresh: ■ ಹೊಸಪೇಟೆ: ಜಿಲ್ಲೆಯ ಹಂಪಿ ಗ್ರಾಮ ಪಂಚಾಯಿತಿಯ ಸದಸ್ಯ ಕಂಠಿ ವೀರೇಶ್ ಅವರ ಸದಸ್ಯತ್ವ ಅನರ್ಹಗೊಳಿಸಿದ ಸರ್ಕಾರದ ಆದೇಶಕ್ಕೆ ಹೈಕೋರ್ಟ್ ತಡೆ ನೀಡಿದೆ. 2015-20ರ ಅವಧಿಯಲ್ಲಿ ಪಂಚಾಯಿತಿ ಅಧ್ಯಕ್ಷರಾಗಿದ್ದ ವೇಳೆ ಅನುದಾನ ದುರ್ಬಳಕೆ ಆರೋಪದ ಮೇಲೆ ಸದಸ್ಯತ್ವ ರದ್ದುಗೊಳಿಸಲಾಗಿತ್ತು. ಈ ಆದೇಶ ಪ್ರಶ್ನಿಸಿ ಅವರು ನ್ಯಾಯಾಲಯದ ಮೆಟ್ಟಿಲೇರಿದ್ದರು. ವಾದ ಆಲಿಸಿದ ನ್ಯಾಯಪೀಠ ಮುಂದಿನ ವಿಚಾರಣೆವರೆಗೆ ಆದೇಶ ಜಾರಿಗೊಳಿಸದಂತೆ ಮಧ್ಯಂತರ ತಡೆಯಾಜ್ಞೆ ನೀಡಿದೆ. ಮುಂದಿನ ವಿಚಾರಣೆಯನ್ನು ಮುಂದೂಡಲಾಗಿದೆ ಎಂದು ವಕೀಲರು ತಿಳಿಸಿದ್ದಾರೆ.: [14, 783, 192, 850]
- namaphalaka-photo: [14, 556, 192, 664]
- ayyappa-photo: [604, 780, 800, 876]
